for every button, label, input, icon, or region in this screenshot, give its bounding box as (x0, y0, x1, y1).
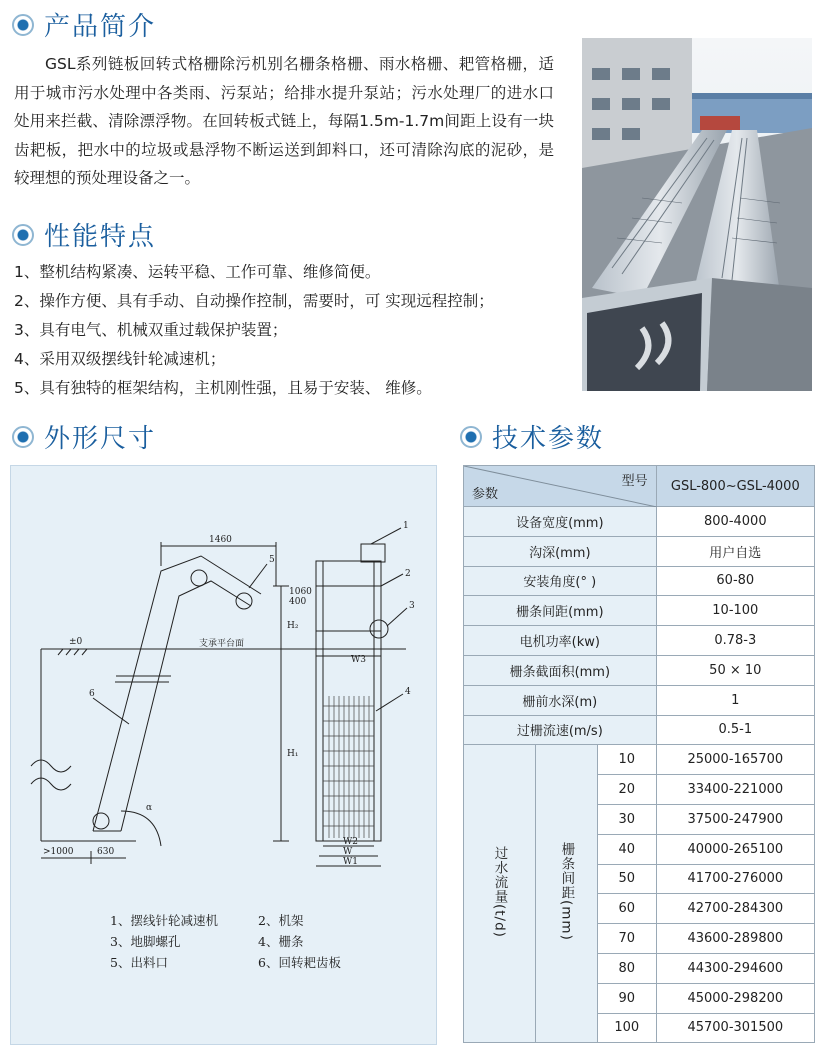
features-list (14, 258, 574, 403)
row-value: 60-80 (656, 566, 814, 596)
table-row (464, 685, 815, 715)
table-header-row (464, 466, 815, 507)
flow-group-label (464, 745, 536, 1043)
legend-item: 2、机架 (258, 913, 304, 928)
table-row (464, 626, 815, 656)
row-value: 50 × 10 (656, 655, 814, 685)
label-w2: W2 (343, 837, 358, 847)
table-row (464, 655, 815, 685)
legend-item: 3、地脚螺孔 (110, 934, 181, 949)
table-row (464, 566, 815, 596)
section-heading-tech (460, 418, 604, 455)
bullet-icon (12, 426, 34, 448)
row-label: 栅前水深(m) (464, 685, 657, 715)
flow-cell: 45000-298200 (656, 983, 814, 1013)
flow-cell: 37500-247900 (656, 804, 814, 834)
dim-1460: 1460 (209, 535, 232, 545)
bullet-icon (460, 426, 482, 448)
spacing-cell: 80 (597, 953, 656, 983)
label-h1: H₁ (287, 749, 299, 759)
list-item: 4、采用双级摆线针轮减速机； (14, 350, 226, 368)
row-value: 1 (656, 685, 814, 715)
label-w3: W3 (351, 655, 366, 665)
row-label: 安装角度(° ) (464, 566, 657, 596)
tech-params-table (463, 465, 815, 1043)
row-label: 沟深(mm) (464, 536, 657, 566)
product-photo (582, 38, 812, 391)
flow-cell: 45700-301500 (656, 1013, 814, 1043)
section-heading-dimensions (12, 418, 156, 455)
legend-item: 6、回转耙齿板 (258, 955, 341, 970)
flow-cell: 43600-289800 (656, 924, 814, 954)
drawing-legend (110, 910, 341, 973)
flow-label-text: 过水流量(t/d) (491, 845, 508, 938)
callout-2: 2 (405, 569, 411, 579)
row-value: 800-4000 (656, 507, 814, 537)
label-h2: H₂ (287, 621, 299, 631)
spacing-cell: 90 (597, 983, 656, 1013)
row-label: 栅条截面积(mm) (464, 655, 657, 685)
spacing-cell: 50 (597, 864, 656, 894)
row-value: 用户自选 (656, 536, 814, 566)
list-item: 3、具有电气、机械双重过载保护装置； (14, 321, 288, 339)
label-platform: 支承平台面 (199, 639, 245, 649)
section-title: 外形尺寸 (44, 424, 157, 454)
section-title: 技术参数 (492, 424, 605, 454)
dim-400: 400 (289, 597, 307, 607)
row-label: 电机功率(kw) (464, 626, 657, 656)
spacing-cell: 60 (597, 894, 656, 924)
section-heading-features (12, 216, 156, 253)
spacing-cell: 70 (597, 924, 656, 954)
list-item: 2、操作方便、具有手动、自动操作控制，需要时，可 实现远程控制； (14, 292, 494, 310)
spacing-cell: 30 (597, 804, 656, 834)
dim-1060: 1060 (289, 587, 312, 597)
header-param-label: 参数 (472, 487, 499, 502)
table-row (464, 715, 815, 745)
spacing-cell: 20 (597, 775, 656, 805)
label-w: W (343, 847, 353, 857)
row-value: 0.5-1 (656, 715, 814, 745)
legend-item: 1、摆线针轮减速机 (110, 913, 218, 928)
spacing-label-text: 栅条间距(mm) (558, 842, 575, 942)
intro-paragraph: GSL系列链板回转式格栅除污机别名栅条格栅、雨水格栅、耙管格栅，适用于城市污水处理中各类雨、污泵站；给排水提升泵站；污水处理厂的进水口处用来拦截、清除漂浮物。在回转板式链上，每隔1.5m-1.7m间距上设有一块齿耙板，把水中的垃圾或悬浮物不断运送到卸料口，还可清除沟底的泥砂，是较理想的预处理设备之一。 (14, 55, 554, 187)
section-title: 产品简介 (44, 12, 157, 42)
spacing-cell: 10 (597, 745, 656, 775)
table-row (464, 596, 815, 626)
row-label: 栅条间距(mm) (464, 596, 657, 626)
row-value: 0.78-3 (656, 626, 814, 656)
legend-item: 5、出料口 (110, 955, 168, 970)
flow-cell: 44300-294600 (656, 953, 814, 983)
section-heading-intro (12, 6, 156, 43)
callout-1: 1 (403, 521, 409, 531)
callout-5: 5 (269, 555, 275, 565)
dim-630: 630 (97, 847, 115, 857)
flow-cell: 40000-265100 (656, 834, 814, 864)
legend-item: 4、栅条 (258, 934, 304, 949)
flow-cell: 41700-276000 (656, 864, 814, 894)
flow-cell: 25000-165700 (656, 745, 814, 775)
callout-6: 6 (89, 689, 95, 699)
bullet-icon (12, 224, 34, 246)
row-label: 设备宽度(mm) (464, 507, 657, 537)
table-row (464, 507, 815, 537)
row-label: 过栅流速(m/s) (464, 715, 657, 745)
header-model-label: 型号 (621, 474, 648, 489)
bullet-icon (12, 14, 34, 36)
row-value: 10-100 (656, 596, 814, 626)
callout-3: 3 (409, 601, 415, 611)
spacing-cell: 40 (597, 834, 656, 864)
label-zero: ±0 (69, 637, 83, 647)
dim-1000: >1000 (43, 847, 74, 857)
table-row (464, 536, 815, 566)
header-diagonal-cell (464, 466, 657, 507)
flow-cell: 42700-284300 (656, 894, 814, 924)
list-item: 1、整机结构紧凑、运转平稳、工作可靠、维修简便。 (14, 263, 381, 281)
list-item: 5、具有独特的框架结构，主机刚性强，且易于安装、 维修。 (14, 379, 432, 397)
table-row (464, 745, 815, 775)
spacing-cell: 100 (597, 1013, 656, 1043)
header-model-value: GSL-800~GSL-4000 (656, 466, 814, 507)
callout-4: 4 (405, 687, 411, 697)
section-title: 性能特点 (44, 222, 157, 252)
label-w1: W1 (343, 857, 358, 867)
flow-cell: 33400-221000 (656, 775, 814, 805)
label-alpha: α (146, 803, 153, 813)
spacing-group-label (535, 745, 597, 1043)
